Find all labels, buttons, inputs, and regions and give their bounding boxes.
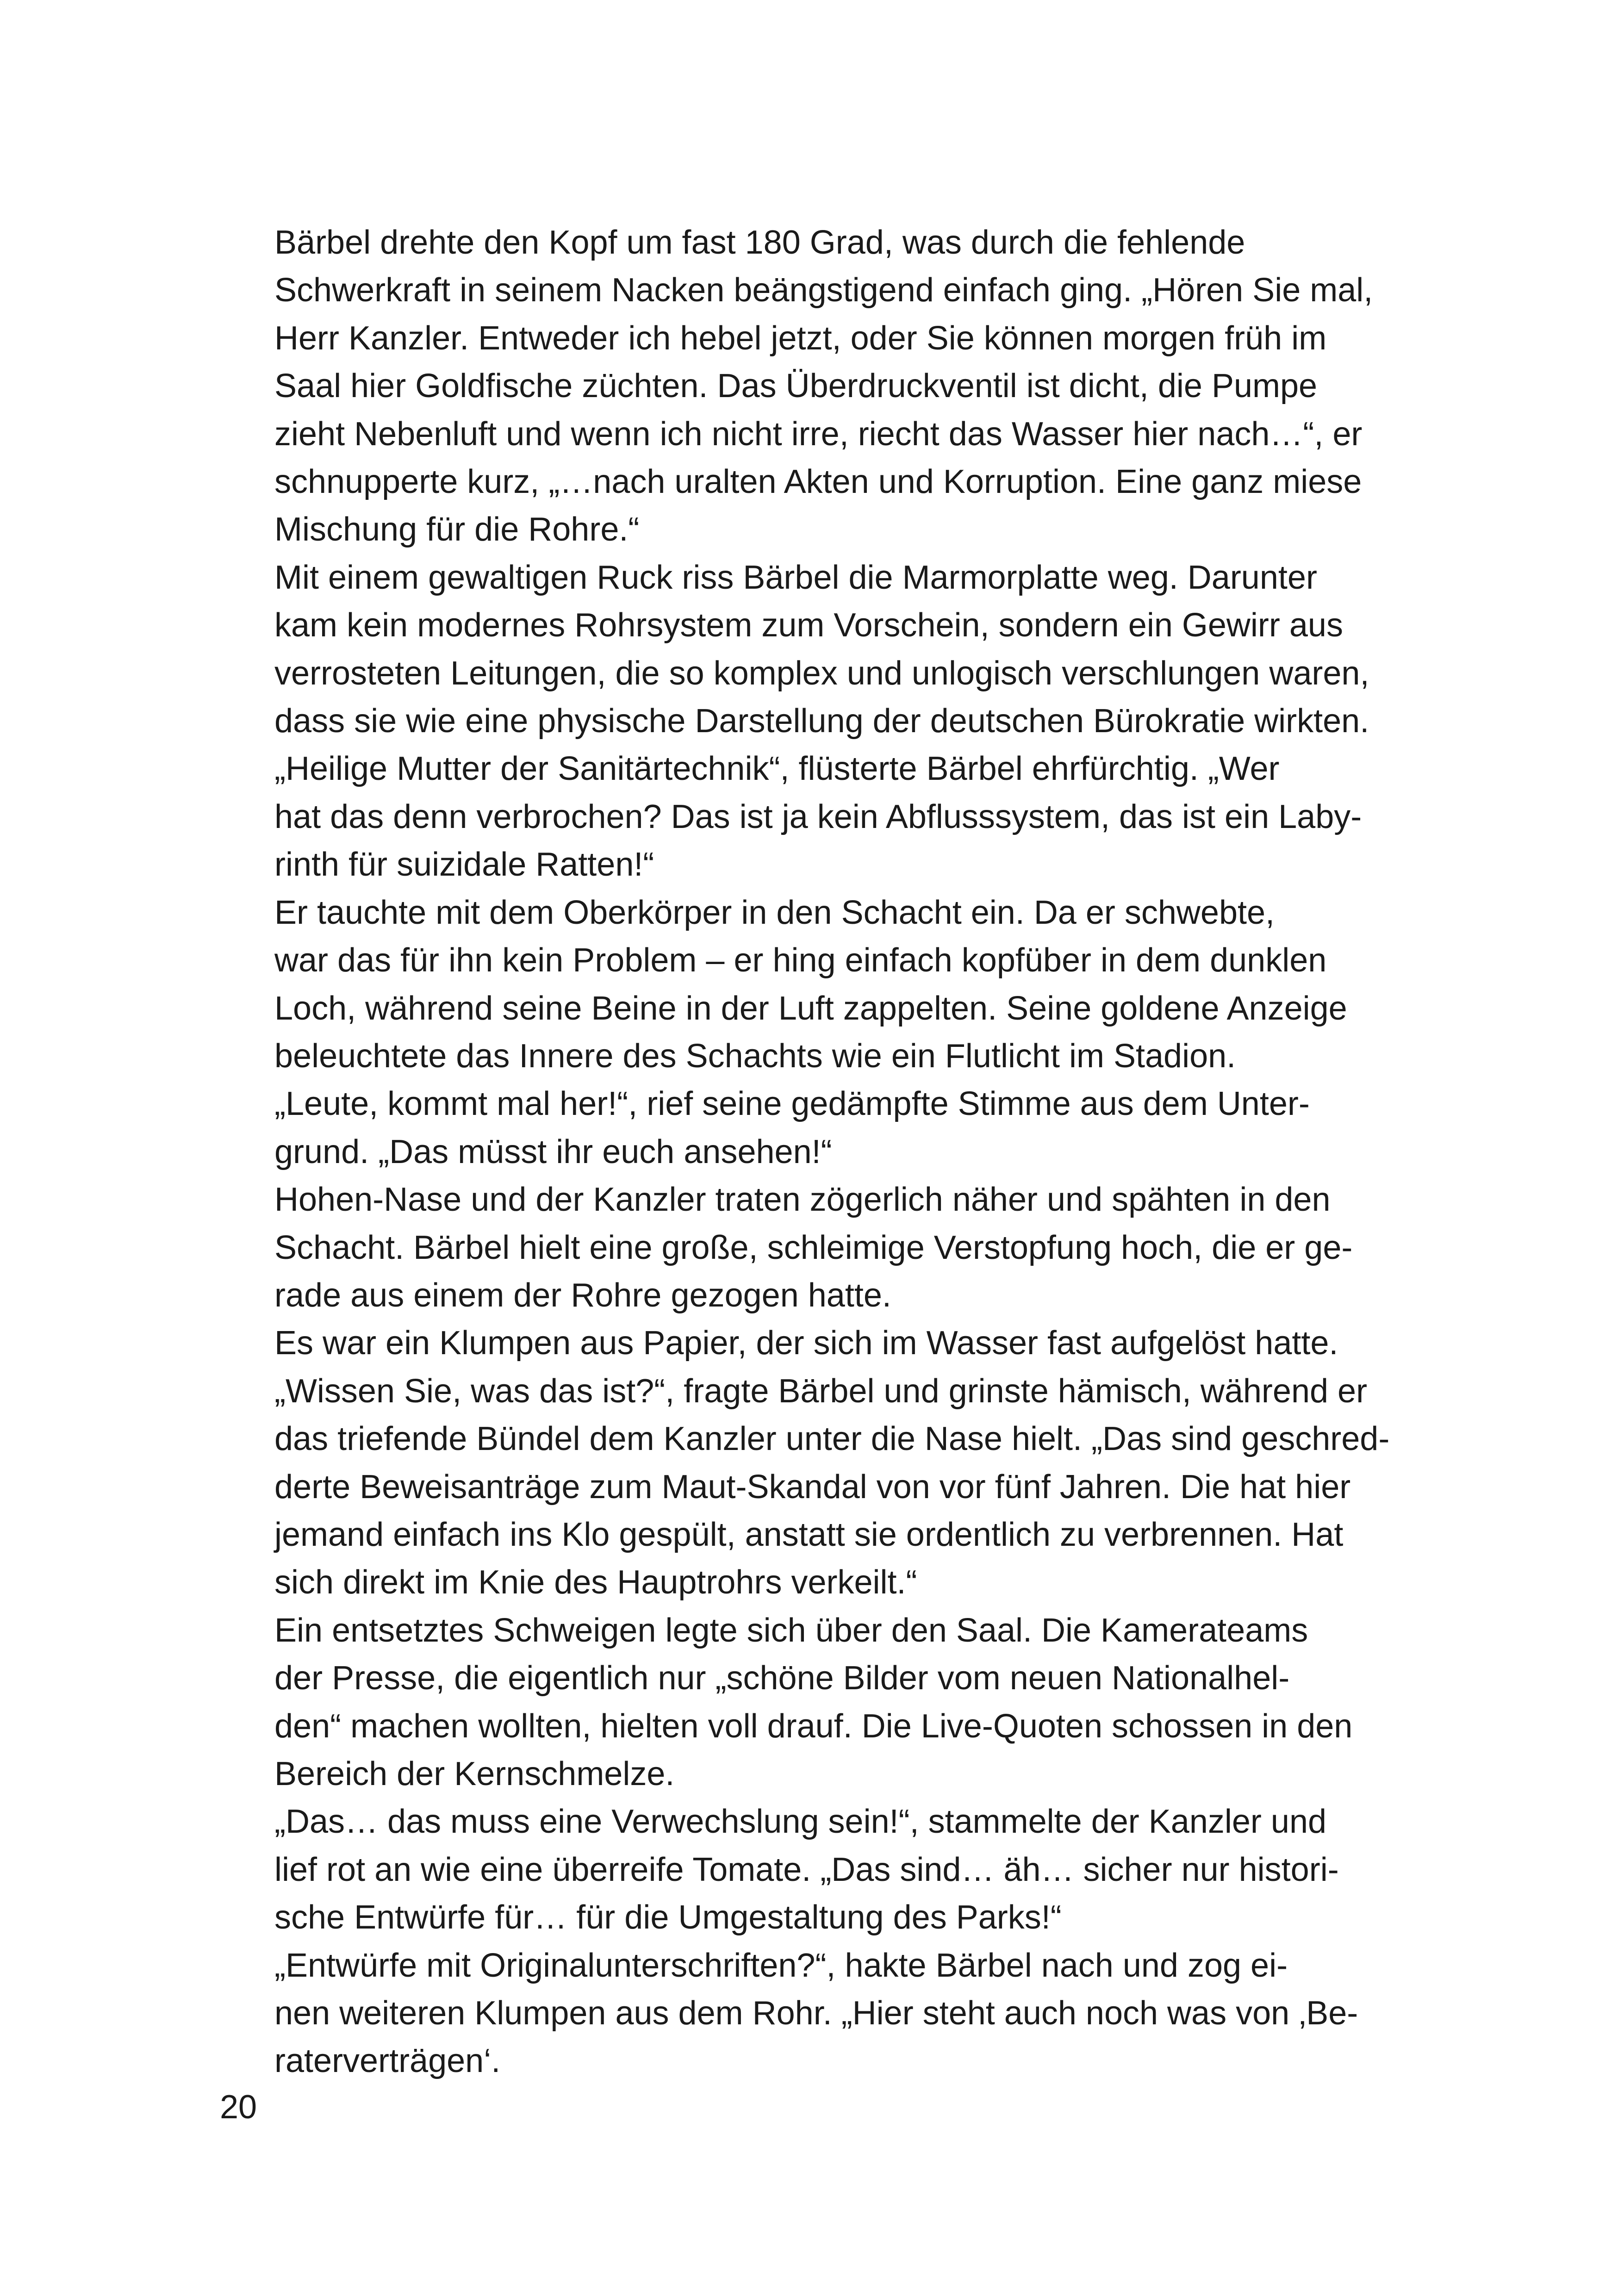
paragraph-9 bbox=[220, 1798, 1399, 1941]
paragraph-1 bbox=[220, 219, 1399, 554]
text-line: Schacht. Bärbel hielt eine große, schleimige Verstopfung hoch, die er ge- bbox=[274, 1229, 1353, 1266]
text-line: grund. „Das müsst ihr euch ansehen!“ bbox=[274, 1133, 832, 1170]
text-line: derte Beweisanträge zum Maut-Skandal von vor fünf Jahren. Die hat hier bbox=[274, 1468, 1351, 1506]
text-line: den“ machen wollten, hielten voll drauf. Die Live-Quoten schossen in den bbox=[274, 1707, 1353, 1745]
text-line: sich direkt im Knie des Hauptrohrs verkeilt.“ bbox=[274, 1564, 917, 1601]
text-line: Saal hier Goldfische züchten. Das Überdruckventil ist dicht, die Pumpe bbox=[274, 367, 1318, 405]
paragraph-2 bbox=[220, 554, 1399, 746]
text-line: Hohen-Nase und der Kanzler traten zögerlich näher und spähten in den bbox=[274, 1181, 1331, 1219]
text-line: Bärbel drehte den Kopf um fast 180 Grad, was durch die fehlende bbox=[274, 224, 1245, 261]
body-text bbox=[220, 219, 1399, 2085]
text-line: „Leute, kommt mal her!“, rief seine gedämpfte Stimme aus dem Unter- bbox=[274, 1085, 1310, 1123]
text-line: beleuchtete das Innere des Schachts wie ein Flutlicht im Stadion. bbox=[274, 1037, 1236, 1075]
text-line: das triefende Bündel dem Kanzler unter die Nase hielt. „Das sind geschred- bbox=[274, 1420, 1390, 1458]
text-line: sche Entwürfe für… für die Umgestaltung des Parks!“ bbox=[274, 1899, 1062, 1936]
text-line: war das für ihn kein Problem – er hing einfach kopfüber in dem dunklen bbox=[274, 942, 1327, 979]
text-line: nen weiteren Klumpen aus dem Rohr. „Hier steht auch noch was von ‚Be- bbox=[274, 1995, 1358, 2032]
text-line: Er tauchte mit dem Oberkörper in den Schacht ein. Da er schwebte, bbox=[274, 894, 1275, 931]
text-line: rade aus einem der Rohre gezogen hatte. bbox=[274, 1276, 891, 1314]
paragraph-5 bbox=[220, 1080, 1399, 1176]
text-line: lief rot an wie eine überreife Tomate. „Das sind… äh… sicher nur histori- bbox=[274, 1851, 1339, 1888]
text-line: Es war ein Klumpen aus Papier, der sich im Wasser fast aufgelöst hatte. bbox=[274, 1325, 1338, 1362]
text-line: Schwerkraft in seinem Nacken beängstigend einfach ging. „Hören Sie mal, bbox=[274, 272, 1373, 309]
page-number: 20 bbox=[220, 2089, 257, 2126]
text-line: kam kein modernes Rohrsystem zum Vorschein, sondern ein Gewirr aus bbox=[274, 607, 1343, 644]
text-line: „Wissen Sie, was das ist?“, fragte Bärbel und grinste hämisch, während er bbox=[274, 1372, 1368, 1410]
text-line: Mit einem gewaltigen Ruck riss Bärbel die Marmorplatte weg. Darunter bbox=[274, 559, 1317, 596]
text-line: „Heilige Mutter der Sanitärtechnik“, flüsterte Bärbel ehrfürchtig. „Wer bbox=[274, 750, 1280, 788]
text-line: „Das… das muss eine Verwechslung sein!“, stammelte der Kanzler und bbox=[274, 1803, 1327, 1841]
text-line: schnupperte kurz, „…nach uralten Akten und Korruption. Eine ganz miese bbox=[274, 463, 1362, 501]
text-line: rinth für suizidale Ratten!“ bbox=[274, 846, 654, 884]
paragraph-6 bbox=[220, 1176, 1399, 1319]
text-line: der Presse, die eigentlich nur „schöne Bilder vom neuen Nationalhel- bbox=[274, 1660, 1290, 1697]
text-line: Herr Kanzler. Entweder ich hebel jetzt, oder Sie können morgen früh im bbox=[274, 319, 1327, 357]
text-line: hat das denn verbrochen? Das ist ja kein Abflusssystem, das ist ein Laby- bbox=[274, 798, 1362, 835]
text-line: zieht Nebenluft und wenn ich nicht irre, riecht das Wasser hier nach…“, er bbox=[274, 415, 1363, 453]
paragraph-10 bbox=[220, 1942, 1399, 2085]
text-line: Ein entsetztes Schweigen legte sich über den Saal. Die Kamerateams bbox=[274, 1612, 1308, 1649]
text-line: „Entwürfe mit Originalunterschriften?“, hakte Bärbel nach und zog ei- bbox=[274, 1947, 1288, 1984]
text-line: Loch, während seine Beine in der Luft zappelten. Seine goldene Anzeige bbox=[274, 989, 1347, 1027]
text-line: Mischung für die Rohre.“ bbox=[274, 511, 640, 548]
paragraph-8 bbox=[220, 1607, 1399, 1798]
paragraph-3 bbox=[220, 745, 1399, 889]
text-line: dass sie wie eine physische Darstellung der deutschen Bürokratie wirkten. bbox=[274, 703, 1369, 740]
text-line: verrosteten Leitungen, die so komplex und unlogisch verschlungen waren, bbox=[274, 654, 1369, 692]
text-line: raterverträgen‘. bbox=[274, 2042, 501, 2080]
text-line: Bereich der Kernschmelze. bbox=[274, 1755, 675, 1792]
text-line: jemand einfach ins Klo gespült, anstatt sie ordentlich zu verbrennen. Hat bbox=[274, 1516, 1344, 1553]
paragraph-7 bbox=[220, 1319, 1399, 1606]
paragraph-4 bbox=[220, 889, 1399, 1081]
